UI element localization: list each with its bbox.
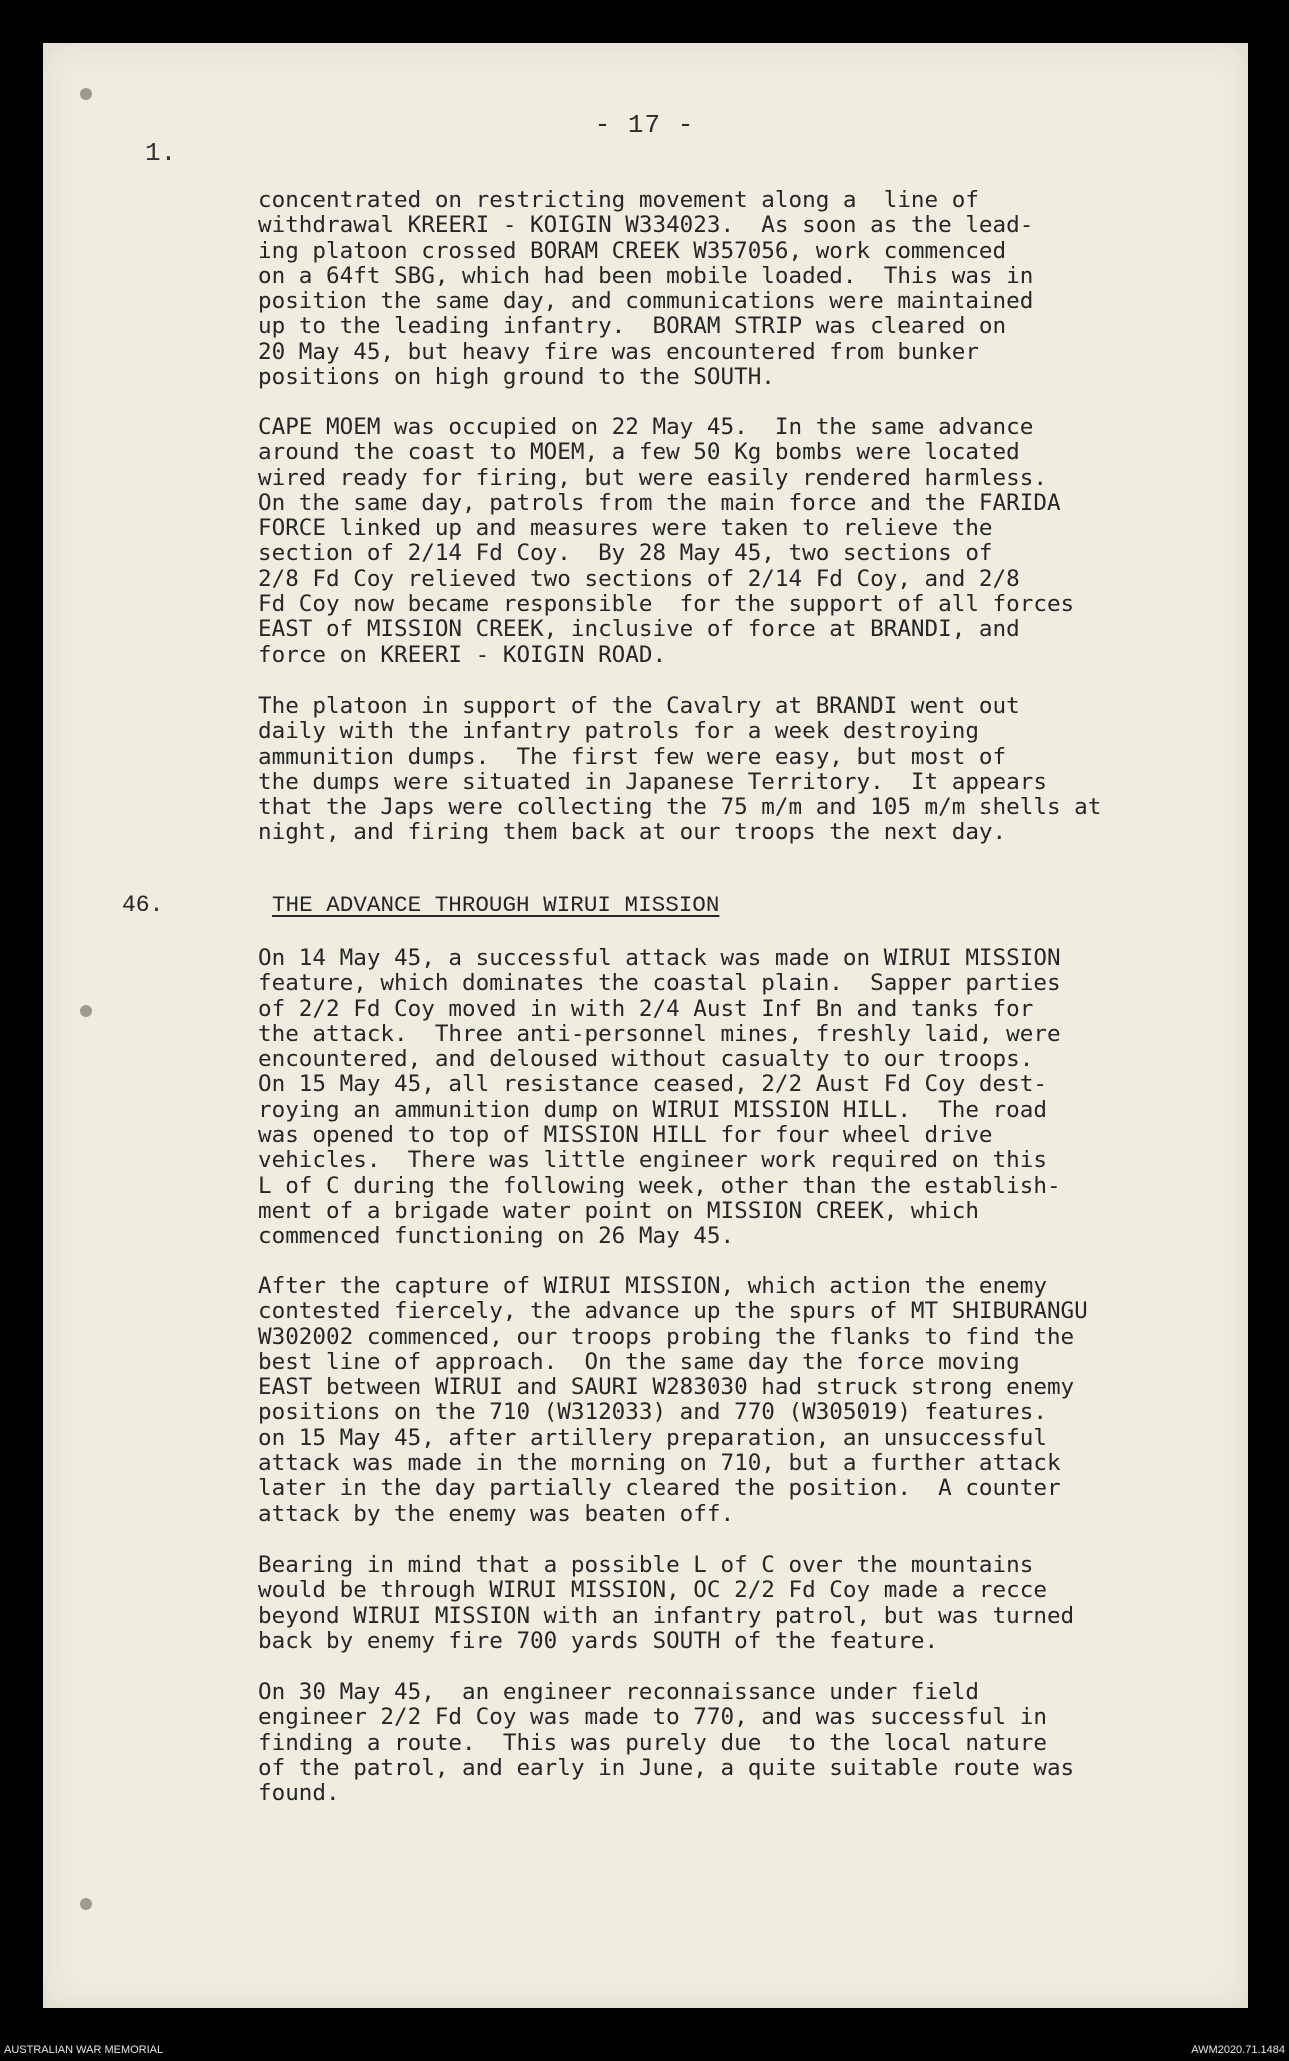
paragraph: concentrated on restricting movement along a line of withdrawal KREERI - KOIGIN W334023. As soon as the lead- ing platoon crossed BORAM CREEK W357056, work commenced on a 64ft SBG, which had been mobile loaded. This was in position the same day, and communications were maintained up to the leading infantry. BORAM STRIP was cleared on 20 May 45, but heavy fire was encountered from bunker positions on high ground to the SOUTH. (258, 187, 1034, 391)
section-heading: THE ADVANCE THROUGH WIRUI MISSION (272, 892, 720, 918)
punch-hole-mark (80, 88, 92, 100)
punch-hole-mark (80, 1005, 92, 1017)
paragraph: The platoon in support of the Cavalry at BRANDI went out daily with the infantry patrols for a week destroying ammunition dumps. The first few were easy, but most of the dumps were situated in Japanese Territory. It appears that the Japs were collecting the 75 m/m and 105 m/m shells at night, and firing them back at our troops the next day. (258, 693, 1102, 846)
footer-reference: AWM2020.71.1484 (1191, 2044, 1285, 2056)
paragraph: CAPE MOEM was occupied on 22 May 45. In the same advance around the coast to MOEM, a few 50 Kg bombs were located wired ready for firing, but were easily rendered harmless. On the same day, patrols from the main force and the FARIDA FORCE linked up and measures were taken to relieve the section of 2/14 Fd Coy. By 28 May 45, two sections of 2/8 Fd Coy relieved two sections of 2/14 Fd Coy, and 2/8 Fd Coy now became responsible for the support of all forces EAST of MISSION CREEK, inclusive of force at BRANDI, and force on KREERI - KOIGIN ROAD. (258, 414, 1075, 668)
paragraph: After the capture of WIRUI MISSION, which action the enemy contested fiercely, the advance up the spurs of MT SHIBURANGU W302002 commenced, our troops probing the flanks to find the best line of approach. On the same day the force moving EAST between WIRUI and SAURI W283030 had struck strong enemy positions on the 710 (W312033) and 770 (W305019) features. on 15 May 45, after artillery preparation, an unsuccessful attack was made in the morning on 710, but a further attack later in the day partially cleared the position. A counter attack by the enemy was beaten off. (258, 1273, 1088, 1527)
punch-hole-mark (80, 1898, 92, 1910)
section-number: 46. (122, 892, 164, 918)
page-number: - 17 - (594, 110, 695, 140)
margin-mark: 1. (145, 138, 177, 168)
footer-source: AUSTRALIAN WAR MEMORIAL (4, 2044, 164, 2056)
paragraph: Bearing in mind that a possible L of C over the mountains would be through WIRUI MISSION, OC 2/2 Fd Coy made a recce beyond WIRUI MISSION with an infantry patrol, but was turned back by enemy fire 700 yards SOUTH of the feature. (258, 1552, 1075, 1654)
paragraph: On 30 May 45, an engineer reconnaissance under field engineer 2/2 Fd Coy was made to 770, and was successful in finding a route. This was purely due to the local nature of the patrol, and early in June, a quite suitable route was found. (258, 1679, 1075, 1807)
paragraph: On 14 May 45, a successful attack was made on WIRUI MISSION feature, which dominates the coastal plain. Sapper parties of 2/2 Fd Coy moved in with 2/4 Aust Inf Bn and tanks for the attack. Three anti-personnel mines, freshly laid, were encountered, and deloused without casualty to our troops. On 15 May 45, all resistance ceased, 2/2 Aust Fd Coy dest- roying an ammunition dump on WIRUI MISSION HILL. The road was opened to top of MISSION HILL for four wheel drive vehicles. There was little engineer work required on this L of C during the following week, other than the establish- ment of a brigade water point on MISSION CREEK, which commenced functioning on 26 May 45. (258, 945, 1061, 1250)
